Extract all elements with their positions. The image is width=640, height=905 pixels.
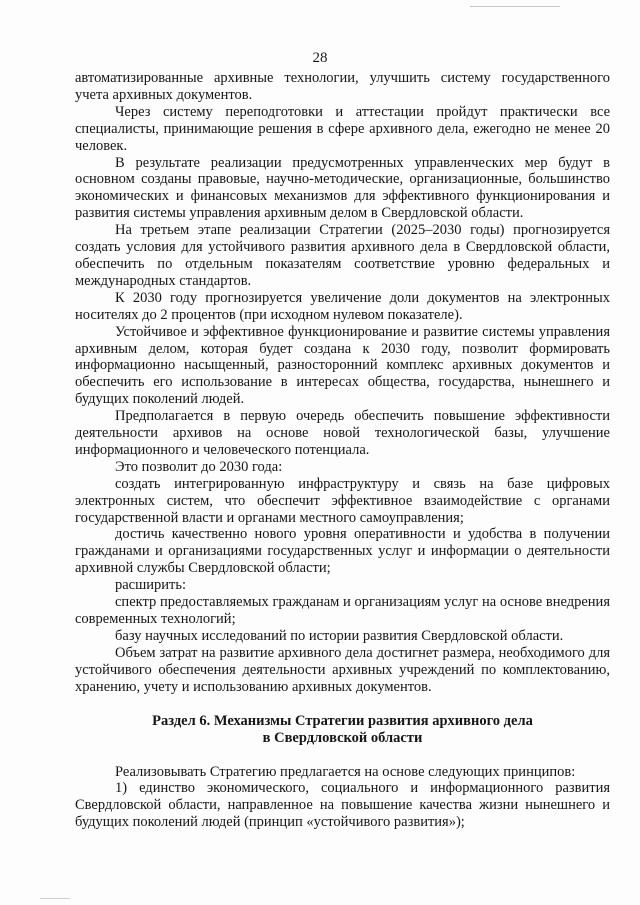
paragraph: Устойчивое и эффективное функционирование и развитие системы управления архивным делом, которая будет создана к 2030 году, позволит формировать информационно насыщенный, разносторонний комплекс архивных документов и обеспечить его использование в интересах общества, государства, нынешнего и будущих поколений людей.	[75, 323, 610, 408]
section-heading-line: в Свердловской области	[262, 729, 423, 746]
paragraph: В результате реализации предусмотренных управленческих мер будут в основном созданы правовые, научно-методические, организационные, большинство экономических и финансовых механизмов для эффективного функционирования и развития системы управления архивным делом в Свердловской области.	[75, 154, 610, 222]
paragraph: Предполагается в первую очередь обеспечить повышение эффективности деятельности архивов на основе новой технологической базы, улучшение информационного и человеческого потенциала.	[75, 408, 610, 458]
paragraph: К 2030 году прогнозируется увеличение доли документов на электронных носителях до 2 процентов (при исходном нулевом показателе).	[75, 289, 610, 323]
paragraph: Реализовывать Стратегию предлагается на основе следующих принципов:	[115, 763, 576, 780]
paragraph: Через систему переподготовки и аттестации пройдут практически все специалисты, принимающие решения в сфере архивного дела, ежегодно не менее 20 человек.	[75, 103, 610, 154]
page-number: 28	[312, 50, 328, 66]
scan-artifact-line	[470, 6, 560, 7]
list-paragraph: достичь качественно нового уровня оперативности и удобства в получении гражданами и организациями государственных услуг и информации о деятельности архивной службы Свердловской области;	[75, 526, 610, 577]
paragraph: Это позволит до 2030 года:	[115, 458, 283, 475]
document-body	[75, 70, 610, 831]
scan-artifact-line	[40, 898, 70, 899]
list-paragraph: базу научных исследований по истории развития Свердловской области.	[115, 627, 564, 644]
list-paragraph: создать интегрированную инфраструктуру и связь на базе цифровых электронных систем, что обеспечит эффективное взаимодействие с органами государственной власти и органами местного самоуправления;	[75, 475, 610, 526]
list-paragraph: спектр предоставляемых гражданам и организациям услуг на основе внедрения современных технологий;	[75, 594, 610, 627]
list-paragraph: 1) единство экономического, социального и информационного развития Свердловской области, направленное на повышение качества жизни нынешнего и будущих поколений людей (принцип «устойчивого развития»);	[75, 780, 610, 831]
paragraph: Объем затрат на развитие архивного дела достигнет размера, необходимого для устойчивого обеспечения деятельности архивных учреждений по комплектованию, хранению, учету и использованию архивных документов.	[75, 644, 610, 695]
paragraph: На третьем этапе реализации Стратегии (2025–2030 годы) прогнозируется создать условия для устойчивого развития архивного дела в Свердловской области, обеспечить по отдельным показателям соответствие уровню федеральных и международных стандартов.	[75, 222, 610, 289]
list-paragraph: расширить:	[115, 577, 187, 594]
paragraph: автоматизированные архивные технологии, улучшить систему государственного учета архивных документов.	[75, 70, 610, 103]
section-heading	[75, 713, 610, 747]
section-heading-line: Раздел 6. Механизмы Стратегии развития архивного дела	[152, 712, 533, 729]
